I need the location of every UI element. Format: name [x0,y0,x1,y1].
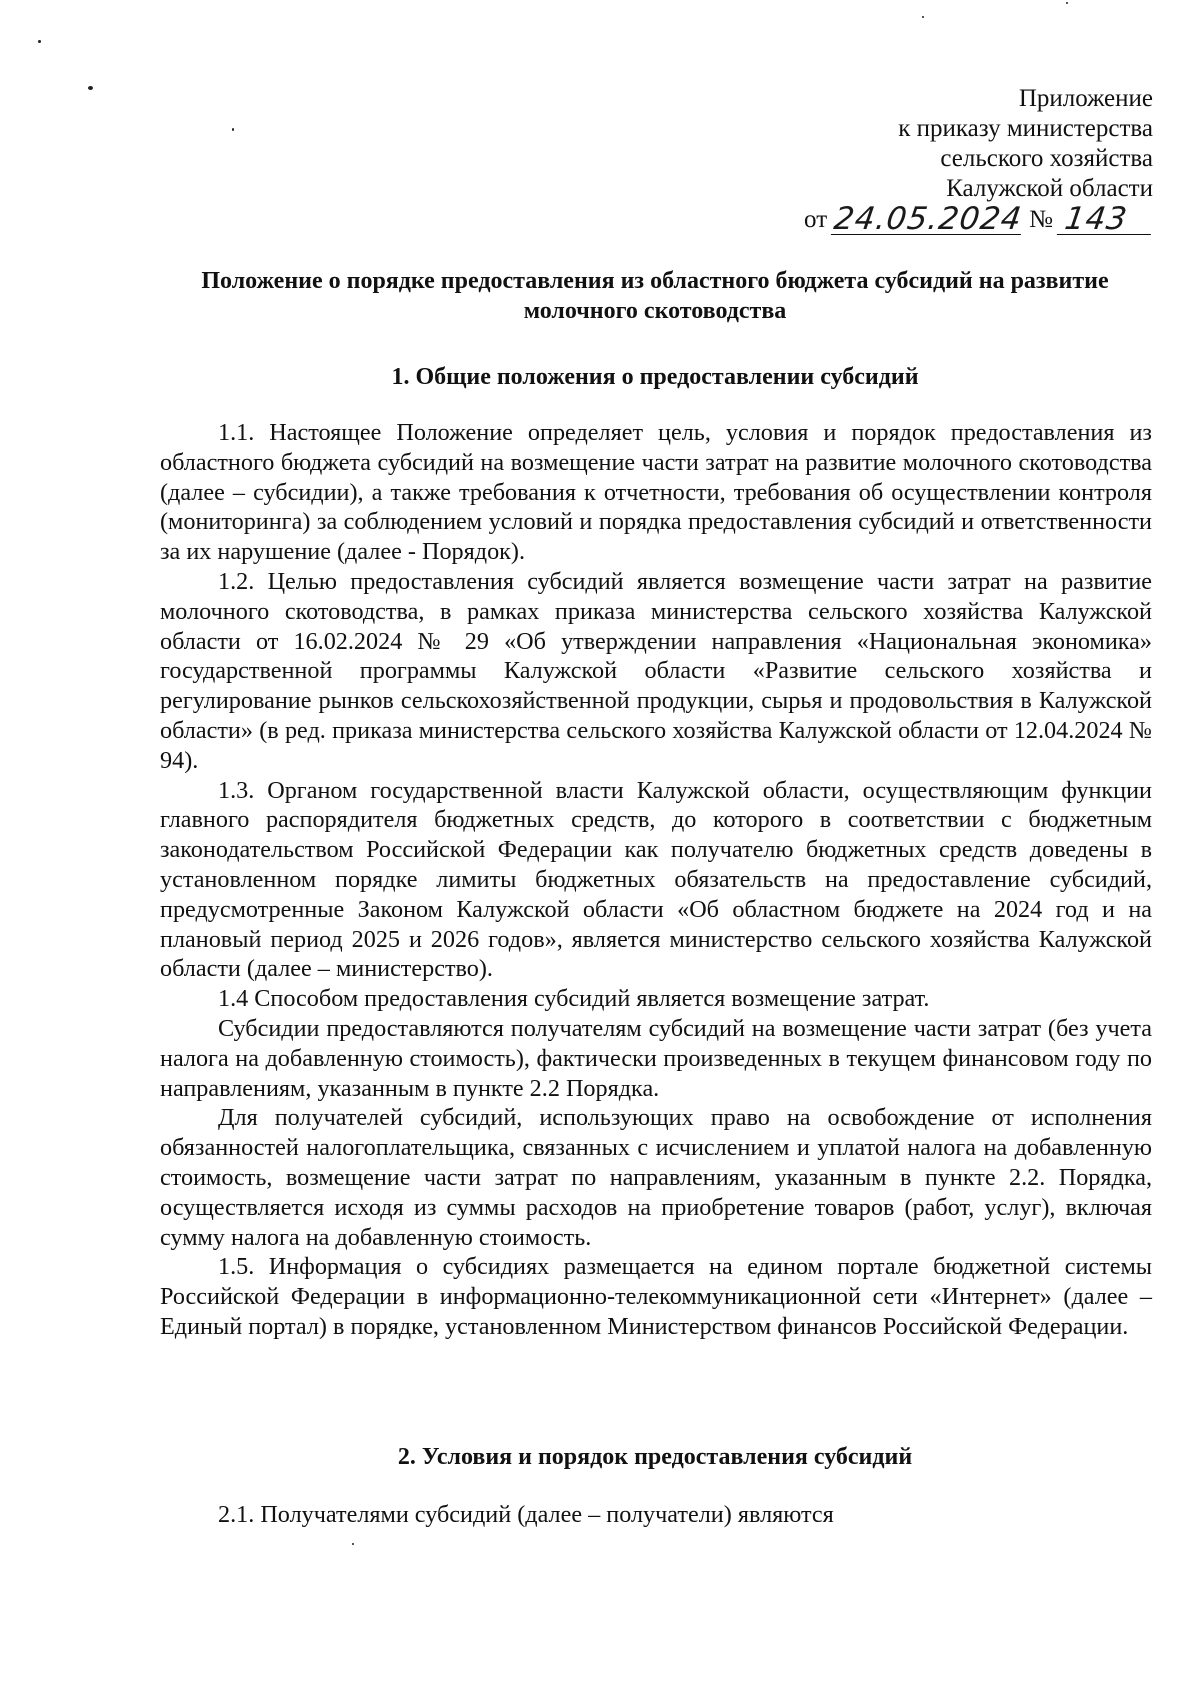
appendix-line: Калужской области [946,175,1153,202]
paragraph: 1.2. Целью предоставления субсидий является возмещение части затрат на развитие молочного скотоводства, в рамках приказа министерства сельского хозяйства Калужской области от 16.02.2024 № 29 «Об утверждении направления «Национальная экономика» государственной программы Калужской области «Развитие сельского хозяйства и регулирование рынков сельскохозяйственной продукции, сырья и продовольствия в Калужской области» (в ред. приказа министерства сельского хозяйства Калужской области от 12.04.2024 № 94). [160,567,1152,774]
paragraph: 1.4 Способом предоставления субсидий является возмещение затрат. [218,985,930,1013]
order-date-line [804,201,1153,237]
appendix-line: сельского хозяйства [940,145,1153,172]
scan-speck [232,128,234,131]
section-1-heading: 1. Общие положения о предоставлении субсидий [391,364,919,390]
paragraph: 1.5. Информация о субсидиях размещается на едином портале бюджетной системы Российской Федерации в информационно-телекоммуникационной сети «Интернет» (далее – Единый портал) в порядке, установленном Министерством финансов Российской Федерации. [160,1253,1152,1340]
appendix-line: Приложение [1018,85,1153,112]
scan-speck [38,40,41,43]
section-2-heading: 2. Условия и порядок предоставления субсидий [397,1444,913,1470]
scan-speck [88,86,93,90]
document-title: Положение о порядке предоставления из областного бюджета субсидий на развитие молочного скотоводства [201,268,1109,324]
number-prefix: № [1029,206,1053,233]
paragraph: Для получателей субсидий, использующих право на освобождение от исполнения обязанностей налогоплательщика, связанных с исчислением и уплатой налога на добавленную стоимость, возмещение части затрат по направлениям, указанным в пункте 2.2. Порядка, осуществляется исходя из суммы расходов на приобретение товаров (работ, услуг), включая сумму налога на добавленную стоимость. [160,1104,1152,1251]
section-2-body [160,1500,1152,1530]
paragraph: 2.1. Получателями субсидий (далее – получатели) являются [218,1501,834,1528]
scan-speck [1066,2,1068,4]
paragraph: 1.3. Органом государственной власти Калужской области, осуществляющим функции главного распорядителя бюджетных средств, до которого в соответствии с бюджетным законодательством Российской Федерации как получателю бюджетных средств доведены в установленном порядке лимиты бюджетных обязательств на предоставление субсидий, предусмотренные Законом Калужской области «Об областном бюджете на 2024 год и на плановый период 2025 и 2026 годов», является министерство сельского хозяйства Калужской области (далее – министерство). [160,776,1152,983]
scan-speck [352,1543,354,1545]
appendix-line: к приказу министерства [898,115,1153,142]
paragraph: 1.1. Настоящее Положение определяет цель, условия и порядок предоставления из областного бюджета субсидий на возмещение части затрат на развитие молочного скотоводства (далее – субсидии), а также требования к отчетности, требования об осуществлении контроля (мониторинга) за соблюдением условий и порядка предоставления субсидий и ответственности за их нарушение (далее - Порядок). [160,419,1152,566]
appendix-header [804,84,1153,235]
date-prefix: от [804,206,828,233]
scan-speck [922,16,924,18]
handwritten-number: 143 [1057,204,1155,235]
handwritten-date: 24.05.2024 [831,201,1025,237]
section-1-body [160,418,1152,1342]
paragraph: Субсидии предоставляются получателям субсидий на возмещение части затрат (без учета налога на добавленную стоимость), фактически произведенных в текущем финансовом году по направлениям, указанным в пункте 2.2 Порядка. [160,1014,1152,1102]
